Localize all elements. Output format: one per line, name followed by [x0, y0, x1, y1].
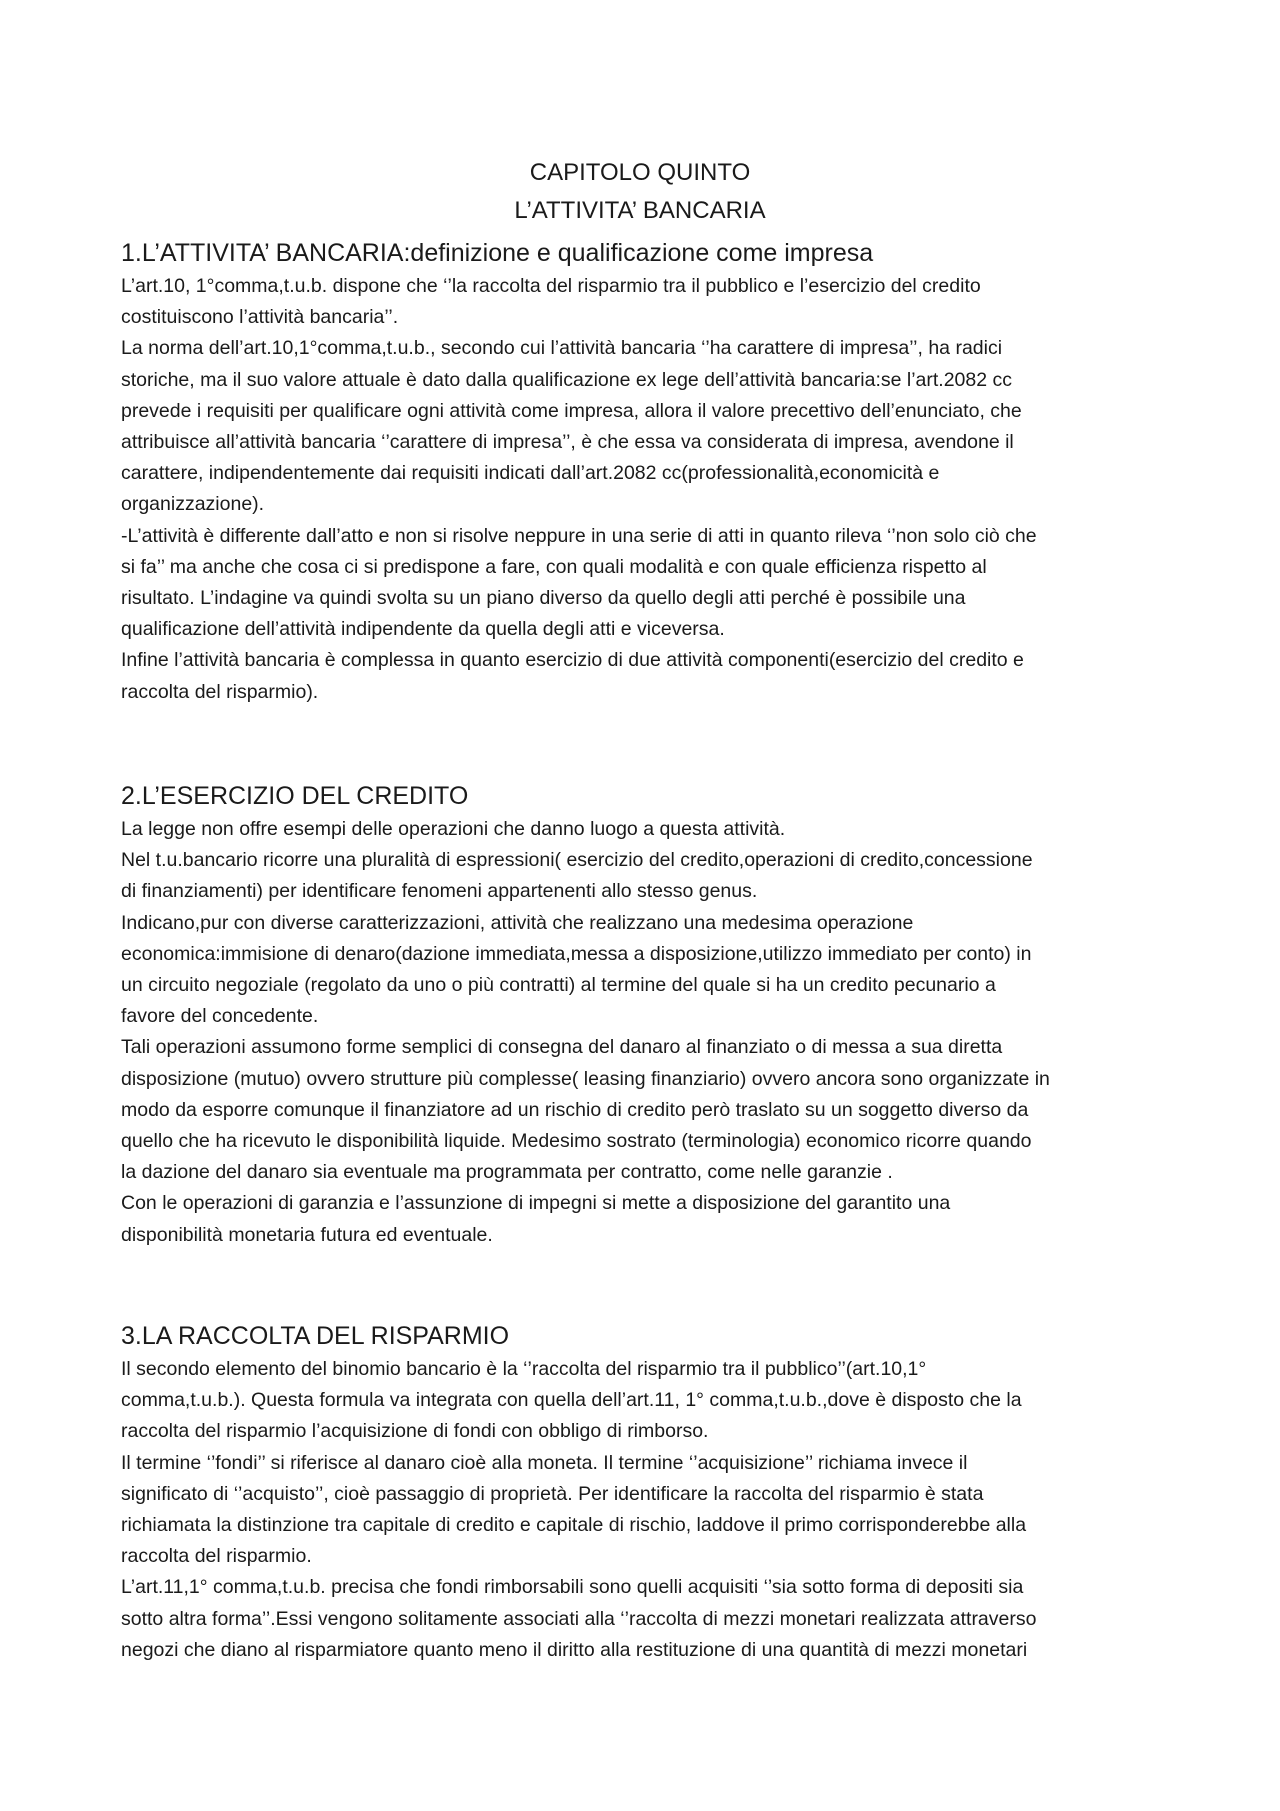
- paragraph: Nel t.u.bancario ricorre una pluralità di espressioni( esercizio del credito,operazioni di credito,concessione di finanziamenti) per identificare fenomeni appartenenti allo stesso genus.: [121, 849, 1033, 903]
- section-heading: 2.L’ESERCIZIO DEL CREDITO: [121, 782, 469, 810]
- chapter-title: CAPITOLO QUINTO: [529, 159, 751, 186]
- section-heading: 1.L’ATTIVITA’ BANCARIA:definizione e qualificazione come impresa: [121, 239, 874, 267]
- paragraph: Tali operazioni assumono forme semplici di consegna del danaro al finanziato o di messa a sua diretta disposizione (mutuo) ovvero strutture più complesse( leasing finanziario) ovvero ancora sono organizzate in modo da esporre comunque il finanziatore ad un rischio di credito però traslato su un soggetto diverso da quello che ha ricevuto le disponibilità liquide. Medesimo sostrato (terminologia) economico ricorre quando la dazione del danaro sia eventuale ma programmata per contratto, come nelle garanzie .: [121, 1036, 1050, 1184]
- paragraph: La legge non offre esempi delle operazioni che danno luogo a questa attività.: [121, 818, 786, 840]
- section-2: [121, 778, 1171, 1251]
- paragraph: La norma dell’art.10,1°comma,t.u.b., secondo cui l’attività bancaria ‘’ha carattere di impresa’’, ha radici storiche, ma il suo valore attuale è dato dalla qualificazione ex lege dell’attività bancaria:se l’art.2082 cc prevede i requisiti per qualificare ogni attività come impresa, allora il valore precettivo dell’enunciato, che attribuisce all’attività bancaria ‘’carattere di impresa’’, è che essa va considerata di impresa, avendone il carattere, indipendentemente dai requisiti indicati dall’art.2082 cc(professionalità,economicità e organizzazione).: [121, 337, 1022, 516]
- paragraph: L’art.10, 1°comma,t.u.b. dispone che ‘’la raccolta del risparmio tra il pubblico e l’esercizio del credito costituiscono l’attività bancaria’’.: [121, 275, 981, 329]
- paragraph: -L’attività è differente dall’atto e non si risolve neppure in una serie di atti in quanto rileva ‘’non solo ciò che si fa’’ ma anche che cosa ci si predispone a fare, con quali modalità e con quale efficienza rispetto al risultato. L’indagine va quindi svolta su un piano diverso da quello degli atti perché è possibile una qualificazione dell’attività indipendente da quella degli atti e viceversa.: [121, 524, 1037, 641]
- section-heading: 3.LA RACCOLTA DEL RISPARMIO: [121, 1322, 510, 1350]
- paragraph: Con le operazioni di garanzia e l’assunzione di impegni si mette a disposizione del garantito una disponibilità monetaria futura ed eventuale.: [121, 1192, 951, 1246]
- paragraph: Il secondo elemento del binomio bancario è la ‘’raccolta del risparmio tra il pubblico’’(art.10,1° comma,t.u.b.). Questa formula va integrata con quella dell’art.11, 1° comma,t.u.b.,dove è disposto che la raccolta del risparmio l’acquisizione di fondi con obbligo di rimborso.: [121, 1358, 1022, 1443]
- paragraph: Indicano,pur con diverse caratterizzazioni, attività che realizzano una medesima operazione economica:immisione di denaro(dazione immediata,messa a disposizione,utilizzo immediato per conto) in un circuito negoziale (regolato da uno o più contratti) al termine del quale si ha un credito pecunario a favore del concedente.: [121, 911, 1032, 1028]
- section-3: [121, 1318, 1171, 1666]
- paragraph: L’art.11,1° comma,t.u.b. precisa che fondi rimborsabili sono quelli acquisiti ‘’sia sotto forma di depositi sia sotto altra forma’’.Essi vengono solitamente associati alla ‘’raccolta di mezzi monetari realizzata attraverso negozi che diano al risparmiatore quanto meno il diritto alla restituzione di una quantità di mezzi monetari: [121, 1576, 1037, 1661]
- paragraph: Infine l’attività bancaria è complessa in quanto esercizio di due attività componenti(esercizio del credito e raccolta del risparmio).: [121, 649, 1024, 703]
- section-1: [121, 235, 1171, 708]
- chapter-subtitle: L’ATTIVITA’ BANCARIA: [514, 197, 766, 224]
- paragraph: Il termine ‘’fondi’’ si riferisce al danaro cioè alla moneta. Il termine ‘’acquisizione’’ richiama invece il significato di ‘’acquisto’’, cioè passaggio di proprietà. Per identificare la raccolta del risparmio è stata richiamata la distinzione tra capitale di credito e capitale di rischio, laddove il primo corrisponderebbe alla raccolta del risparmio.: [121, 1451, 1027, 1568]
